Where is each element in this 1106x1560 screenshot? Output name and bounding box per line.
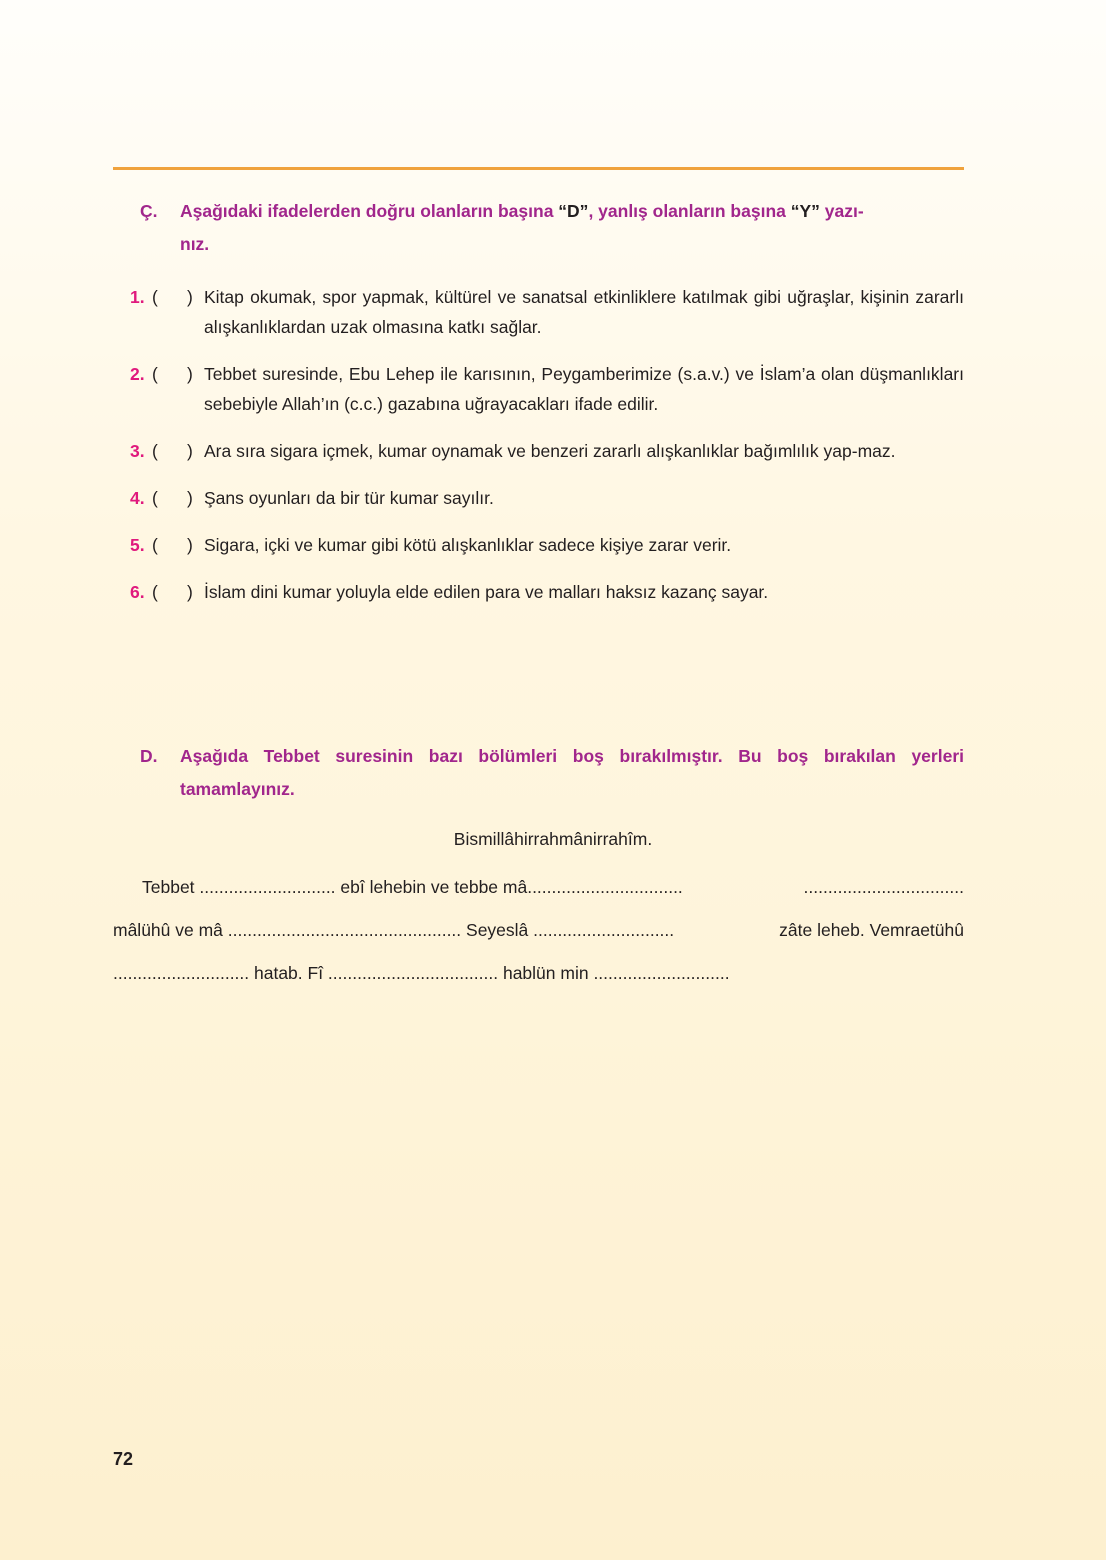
item-text: Ara sıra sigara içmek, kumar oynamak ve benzeri zararlı alışkanlıklar bağımlılık yap-maz. — [204, 441, 896, 461]
answer-blank-close[interactable]: ) — [187, 582, 193, 602]
fill-line-2-b: zâte leheb. Vemraetühû — [779, 920, 964, 940]
answer-blank-close[interactable]: ) — [187, 488, 193, 508]
list-item — [130, 282, 964, 342]
section-d-letter: D. — [140, 746, 158, 766]
item-number: 2. — [130, 364, 145, 384]
item-number: 1. — [130, 287, 145, 307]
list-item — [130, 483, 964, 513]
item-number: 5. — [130, 535, 145, 555]
fill-line-1-a: Tebbet ............................ ebî lehebin ve tebbe mâ................................ — [142, 877, 683, 897]
true-false-list — [130, 282, 964, 624]
list-item — [130, 577, 964, 607]
item-text: İslam dini kumar yoluyla elde edilen para ve malları haksız kazanç sayar. — [204, 582, 769, 602]
item-text: Şans oyunları da bir tür kumar sayılır. — [204, 488, 494, 508]
fill-line-2-a: mâlühû ve mâ ................................................ Seyeslâ ............................. — [113, 920, 675, 940]
answer-blank-open[interactable]: ( — [152, 535, 158, 555]
basmala: Bismillâhirrahmânirrahîm. — [453, 829, 653, 849]
section-c-instruction: Aşağıdaki ifadelerden doğru olanların başına “D”, yanlış olanların başına “Y” yazı- nız. — [180, 201, 864, 254]
answer-blank-close[interactable]: ) — [187, 287, 193, 307]
section-c-letter: Ç. — [140, 201, 158, 221]
answer-blank-open[interactable]: ( — [152, 287, 158, 307]
answer-blank-close[interactable]: ) — [187, 364, 193, 384]
list-item — [130, 436, 964, 466]
section-c-heading — [140, 195, 964, 261]
item-text: Tebbet suresinde, Ebu Lehep ile karısının, Peygamberimize (s.a.v.) ve İslam’a olan düşmanlıkları sebebiyle Allah’ın (c.c.) gazabına uğrayacakları ifade edilir. — [204, 364, 964, 414]
quote-d: “D” — [558, 201, 589, 221]
section-d-instruction: Aşağıda Tebbet suresinin bazı bölümleri boş bırakılmıştır. Bu boş bırakılan yerleri tamamlayınız. — [180, 746, 964, 799]
answer-blank-close[interactable]: ) — [187, 441, 193, 461]
answer-blank-open[interactable]: ( — [152, 441, 158, 461]
item-number: 3. — [130, 441, 145, 461]
answer-blank-open[interactable]: ( — [152, 488, 158, 508]
item-number: 4. — [130, 488, 145, 508]
fill-line-1-b: ................................. — [803, 877, 964, 897]
answer-blank-open[interactable]: ( — [152, 582, 158, 602]
quote-y: “Y” — [790, 201, 820, 221]
item-text: Kitap okumak, spor yapmak, kültürel ve sanatsal etkinliklere katılmak gibi uğraşlar, kişinin zararlı alışkanlıklardan uzak olmasına katkı sağlar. — [204, 287, 964, 337]
section-d-heading — [140, 740, 964, 806]
list-item — [130, 359, 964, 419]
answer-blank-close[interactable]: ) — [187, 535, 193, 555]
fill-line-3-text: ............................ hatab. Fî ................................... hablün min ............................ — [113, 963, 730, 983]
item-text: Sigara, içki ve kumar gibi kötü alışkanlıklar sadece kişiye zarar verir. — [204, 535, 732, 555]
answer-blank-open[interactable]: ( — [152, 364, 158, 384]
item-number: 6. — [130, 582, 145, 602]
page-number: 72 — [113, 1449, 134, 1469]
list-item — [130, 530, 964, 560]
top-divider — [113, 167, 964, 170]
